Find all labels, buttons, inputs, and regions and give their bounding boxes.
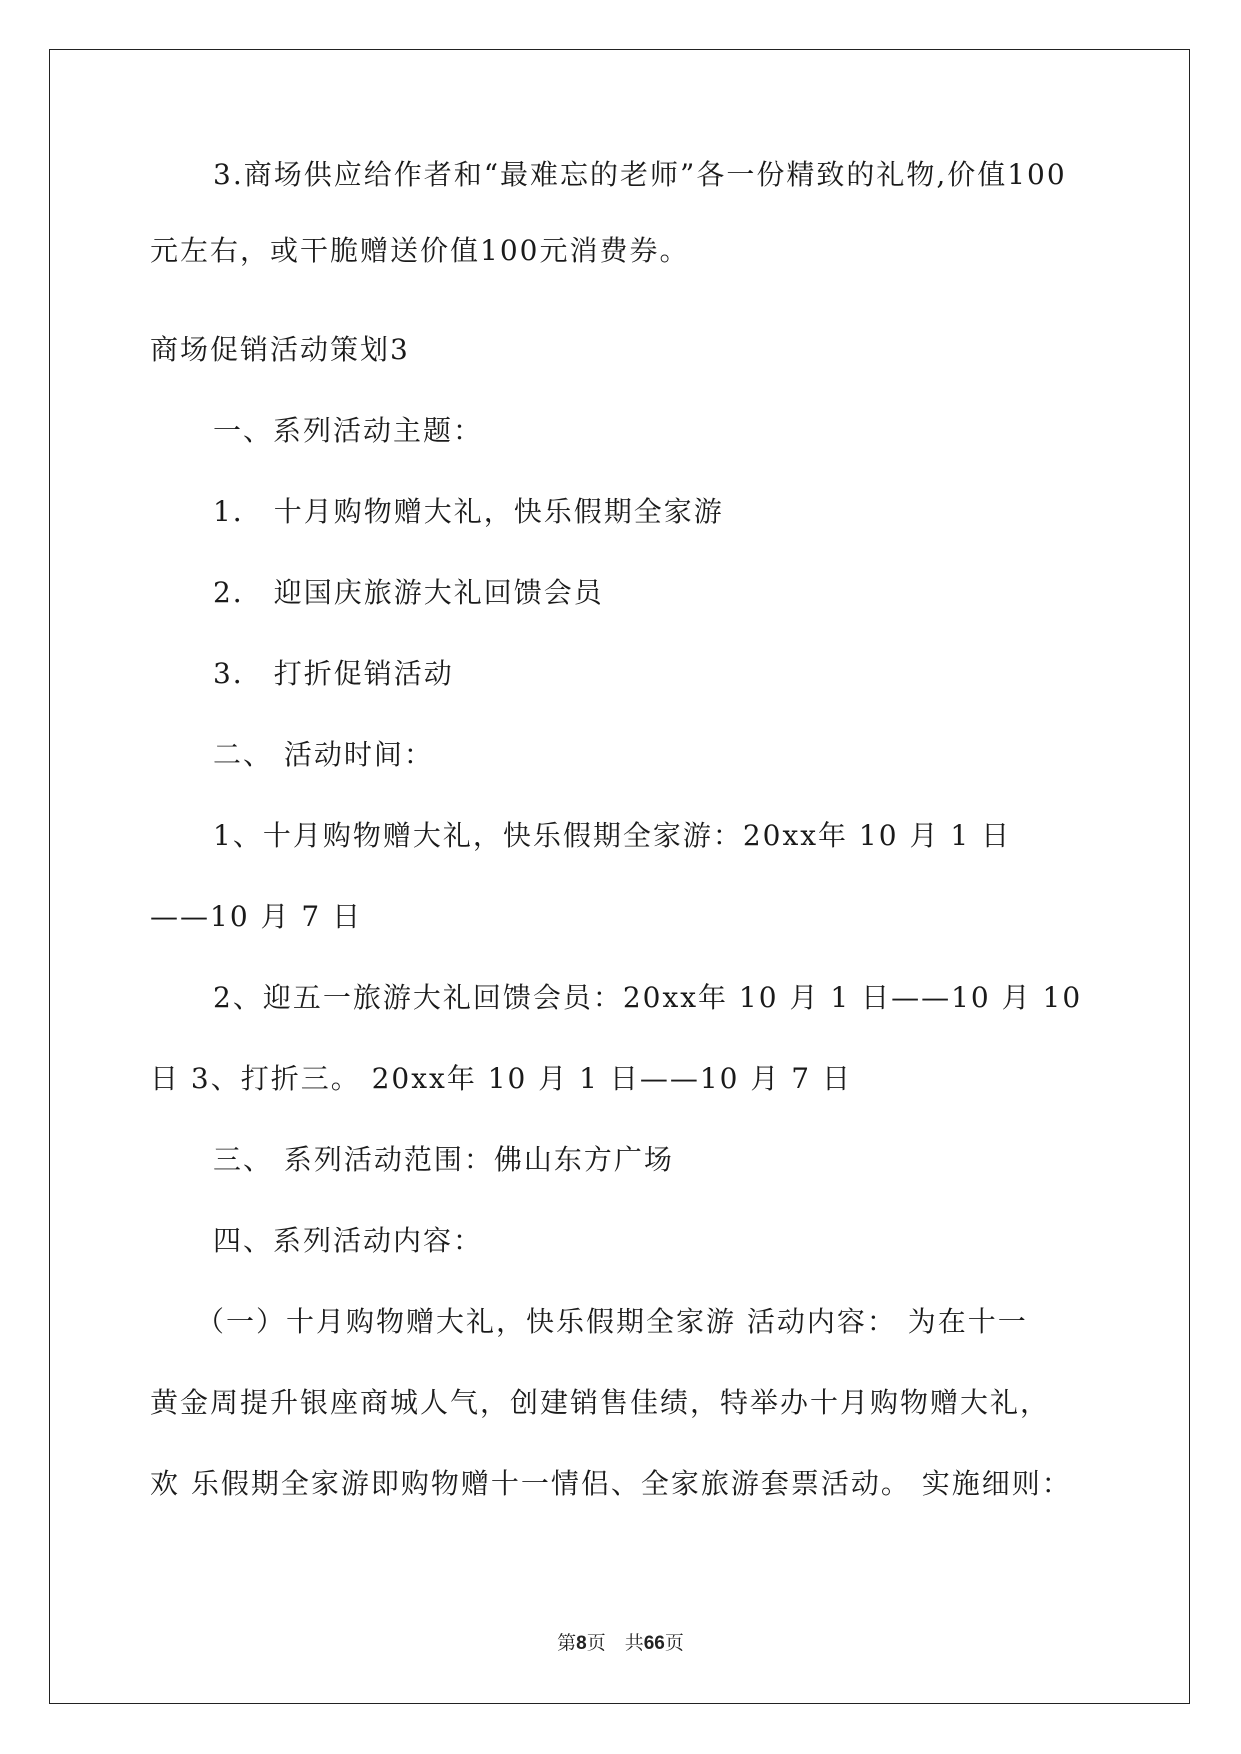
content-line-1: （一）十月购物赠大礼，快乐假期全家游 活动内容： 为在十一 — [196, 1305, 1028, 1338]
page-suffix: 页 — [664, 1632, 684, 1654]
heading-themes: 一、系列活动主题： — [213, 414, 484, 447]
time-item-3: 日 3、打折三。 20xx年 10 月 1 日——10 月 7 日 — [150, 1062, 853, 1095]
paragraph-line-1: 3.商场供应给作者和“最难忘的老师”各一份精致的礼物,价值100 — [213, 158, 1067, 191]
total-pages: 66 — [643, 1633, 665, 1654]
heading-time: 二、 活动时间： — [213, 738, 434, 771]
paragraph-line-2: 元左右，或干脆赠送价值100元消费券。 — [150, 234, 690, 267]
page-number: 8 — [576, 1633, 587, 1654]
section-heading: 商场促销活动策划3 — [150, 333, 410, 366]
theme-item-3: 3． 打折促销活动 — [213, 657, 454, 690]
theme-item-1: 1． 十月购物赠大礼，快乐假期全家游 — [213, 495, 724, 528]
heading-content: 四、系列活动内容： — [213, 1224, 484, 1257]
content-line-2: 黄金周提升银座商城人气，创建销售佳绩，特举办十月购物赠大礼， — [150, 1386, 1051, 1419]
page-footer — [0, 1628, 1241, 1655]
time-item-1-cont: ——10 月 7 日 — [150, 900, 363, 933]
page-prefix: 第 — [557, 1632, 577, 1654]
theme-item-2: 2． 迎国庆旅游大礼回馈会员 — [213, 576, 604, 609]
heading-scope: 三、 系列活动范围：佛山东方广场 — [213, 1143, 674, 1176]
time-item-2: 2、迎五一旅游大礼回馈会员：20xx年 10 月 1 日——10 月 10 — [213, 981, 1083, 1014]
page-border — [49, 49, 1190, 1704]
time-item-1: 1、十月购物赠大礼，快乐假期全家游：20xx年 10 月 1 日 — [213, 819, 1012, 852]
content-line-3: 欢 乐假期全家游即购物赠十一情侣、全家旅游套票活动。 实施细则： — [150, 1467, 1072, 1500]
page-mid: 页 共 — [586, 1632, 644, 1654]
